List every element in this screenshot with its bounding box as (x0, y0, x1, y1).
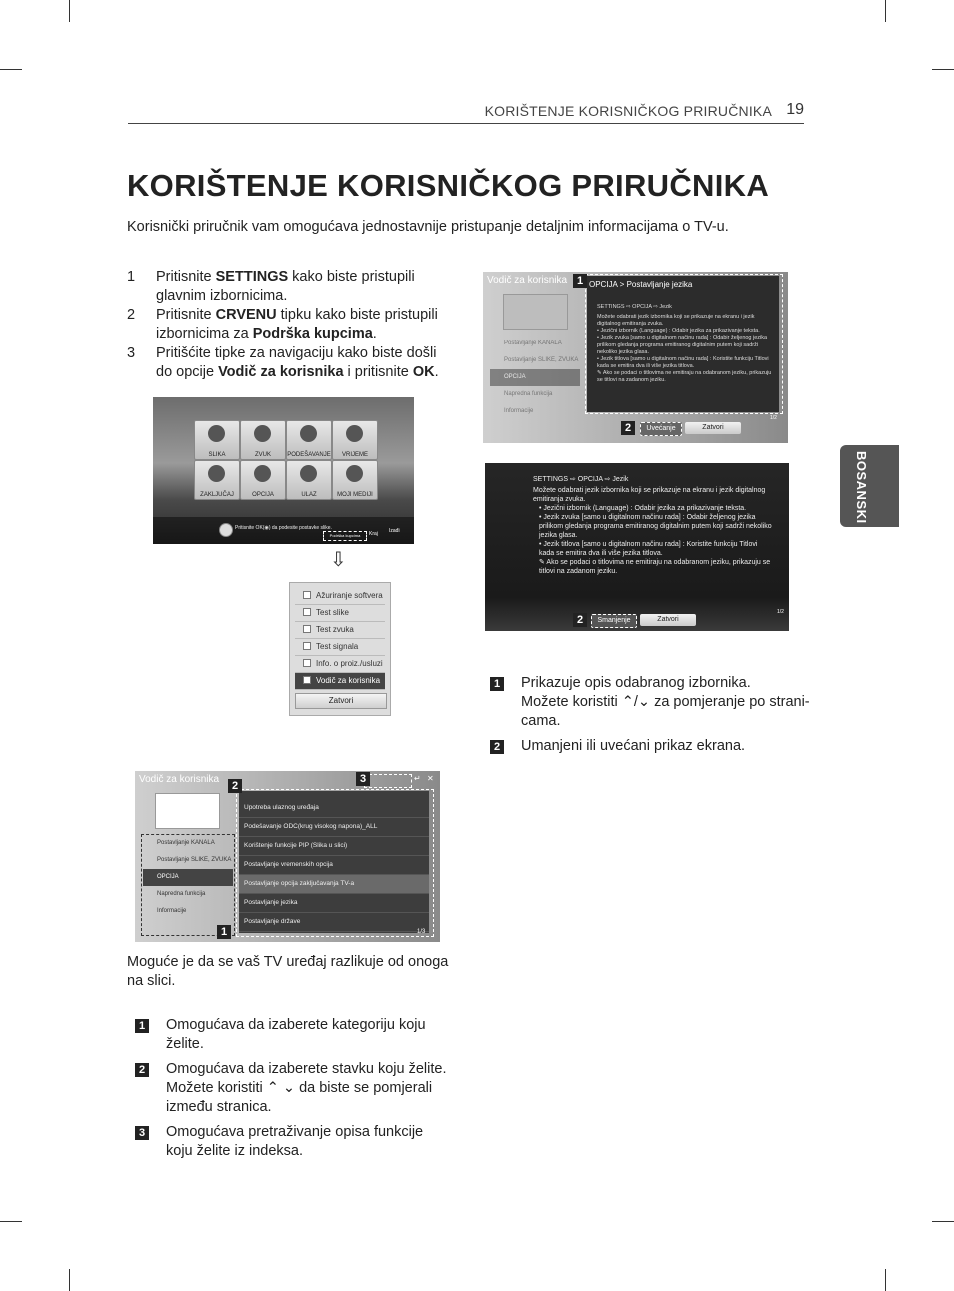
menu-tile[interactable] (286, 460, 332, 500)
page-indicator: 1/3 (417, 929, 426, 935)
thumbnail (503, 294, 568, 330)
page-indicator: 1/2 (770, 415, 777, 421)
detail-title: Vodič za korisnika (487, 275, 568, 286)
badge-3: 3 (356, 772, 370, 786)
page-title: KORIŠTENJE KORISNIČKOG PRIRUČNIKA (127, 168, 770, 203)
detail-screenshot (483, 272, 788, 443)
guide-item[interactable]: Upotreba ulaznog uređaja (239, 799, 429, 818)
menu-tile-icon (254, 425, 271, 442)
checkbox-icon (303, 625, 311, 633)
crop-mark (69, 0, 70, 22)
category-item[interactable]: Informacije (504, 408, 534, 414)
zoom-text: SETTINGS ⇨ OPCIJA ⇨ Jezik Možete odabrati jezik izbornika koji se prikazuje na ekranu i jezik digitalnog emitiranja zvuka. • Jezični izbornik (Language) : Odabir jezika za prikazivanje teksta. • Jezik zvuka [samo u digitalnom načinu rada] : Odabir željenog jezika prilikom gledanja programa emitiranog digitalnim putem koji sadrži nekoliko jezika glasa. • Jezik titlova [samo u digitalnom načinu rada] : Koristite funkciju Titlovi kada se emitira dva ili više jezika titlova. ✎ Ako se podaci o titlovima ne emitiraju na odabranom jeziku, prikazuju se titlovi na zadanom jeziku. (533, 476, 772, 575)
left-desc-3: 3 Omogućava pretraživanje opisa funkcije koju želite iz indeksa. (135, 1123, 450, 1161)
menu-tile-icon (346, 465, 363, 482)
category-item[interactable]: OPCIJA (490, 369, 580, 386)
crop-mark (885, 0, 886, 22)
zoom-in-button[interactable]: Uvećanje (640, 422, 682, 436)
category-item[interactable]: Postavljanje SLIKE, ZVUKA (504, 357, 579, 363)
right-desc-2: 2 Umanjeni ili uvećani prikaz ekrana. (490, 737, 810, 756)
menu-tile-icon (208, 465, 225, 482)
menu-tile-icon (300, 425, 317, 442)
checkbox-icon (303, 676, 311, 684)
menu-tile-icon (300, 465, 317, 482)
checkbox-icon (303, 591, 311, 599)
guide-item[interactable]: Postavljanje opcija zaključavanja TV-a (239, 875, 429, 894)
exit-button[interactable]: Kraj (369, 531, 378, 537)
close-button[interactable]: Zatvori (685, 422, 741, 434)
home-hint: Pritisnite OK(◉) da podesite postavke slike. (235, 525, 332, 531)
support-button[interactable]: Podrška kupcima (323, 531, 367, 541)
menu-tile-label: OPCIJA (252, 492, 274, 498)
crop-mark (885, 1269, 886, 1291)
category-item[interactable]: Napredna funkcija (504, 391, 553, 397)
thumbnail (155, 793, 220, 829)
menu-tile-icon (346, 425, 363, 442)
category-item[interactable]: Napredna funkcija (157, 891, 206, 897)
menu-tile-label: PODEŠAVANJE (287, 452, 331, 458)
menu-tile-label: VRIJEME (341, 452, 368, 458)
menu-tile-icon (254, 465, 271, 482)
menu-tile[interactable] (194, 420, 240, 460)
category-item[interactable]: Postavljanje KANALA (504, 340, 562, 346)
close-button[interactable]: Zatvori (640, 614, 696, 626)
back-icon[interactable]: ↵ (414, 774, 421, 783)
menu-tile[interactable] (332, 420, 378, 460)
badge-1: 1 (573, 274, 587, 288)
steps-list (127, 268, 447, 382)
guide-screenshot (135, 771, 440, 942)
category-item[interactable]: OPCIJA (143, 869, 233, 886)
zoomed-screenshot (485, 463, 789, 631)
page-number: 19 (786, 101, 804, 118)
chevron-up-down-icon: ⌃ ⌄ (266, 1080, 296, 1096)
guide-title: Vodič za korisnika (139, 774, 220, 785)
home-menu-screenshot (153, 397, 414, 544)
category-item[interactable]: Postavljanje SLIKE, ZVUKA (157, 857, 232, 863)
menu-tile-label: ZVUK (254, 452, 271, 458)
menu-tile[interactable] (332, 460, 378, 500)
back-button[interactable]: Izađi (389, 528, 400, 534)
category-item[interactable]: Postavljanje KANALA (157, 840, 215, 846)
badge-2: 2 (573, 613, 587, 627)
menu-tile[interactable] (240, 460, 286, 500)
menu-tile-icon (208, 425, 225, 442)
checkbox-icon (303, 659, 311, 667)
step-3: 3 Pritišćite tipke za navigaciju kako biste došli do opcije Vodič za korisnika i pritisnite OK. (127, 345, 439, 380)
item-area (236, 789, 434, 937)
support-menu-item[interactable]: Test signala (295, 639, 385, 656)
guide-item[interactable]: Podešavanje ODC(krug visokog napona)_ALL (239, 818, 429, 837)
crop-mark (0, 1221, 22, 1222)
guide-item[interactable]: Korištenje funkcije PIP (Slika u slici) (239, 837, 429, 856)
crop-mark (932, 1221, 954, 1222)
left-desc-2: 2 Omogućava da izaberete stavku koju želite. Možete koristiti ⌃ ⌄ da biste se pomjerali između stranica. (135, 1060, 450, 1117)
support-menu-screenshot (289, 582, 391, 716)
crop-mark (932, 69, 954, 70)
crop-mark (0, 69, 22, 70)
badge-2: 2 (228, 779, 242, 793)
guide-item[interactable]: Postavljanje države (239, 913, 429, 932)
detail-area (585, 274, 783, 414)
zoom-out-button[interactable]: Smanjenje (591, 614, 637, 628)
running-title: KORIŠTENJE KORISNIČKOG PRIRUČNIKA (484, 103, 772, 119)
menu-tile[interactable] (286, 420, 332, 460)
right-desc-1: 1 Prikazuje opis odabranog izbornika. Možete koristiti ⌃/⌄ za pomjeranje po strani-cama. (490, 674, 810, 731)
page-indicator: 1/2 (777, 609, 784, 615)
note-text: Moguće je da se vaš TV uređaj razlikuje od onoga na slici. (127, 954, 449, 989)
step-1: 1 Pritisnite SETTINGS kako biste pristupili glavnim izbornicima. (127, 269, 415, 304)
close-button[interactable]: Zatvori (295, 693, 387, 709)
support-menu-item[interactable]: Vodič za korisnika (295, 673, 385, 690)
menu-tile[interactable] (240, 420, 286, 460)
support-menu-item[interactable]: Test slike (295, 605, 385, 622)
support-menu-item[interactable]: Test zvuka (295, 622, 385, 639)
support-menu-item[interactable]: Info. o proiz./usluzi (295, 656, 385, 673)
category-item[interactable]: Informacije (157, 908, 187, 914)
guide-item[interactable]: Postavljanje jezika (239, 894, 429, 913)
step-2: 2 Pritisnite CRVENU tipku kako biste pristupili izbornicima za Podrška kupcima. (127, 307, 438, 342)
arrow-down-icon: ⇩ (330, 549, 347, 571)
intro-text: Korisnički priručnik vam omogućava jednostavnije pristupanje detaljnim informacijama o TV-u. (127, 219, 729, 235)
ok-button-icon (219, 523, 233, 537)
index-area (364, 774, 412, 788)
menu-tile-label: SLIKA (208, 452, 226, 458)
support-menu-item[interactable]: Ažuriranje softvera (295, 588, 385, 605)
close-icon[interactable]: ✕ (427, 774, 434, 783)
checkbox-icon (303, 642, 311, 650)
chevron-up-down-icon: ⌃/⌄ (621, 694, 651, 710)
guide-item[interactable]: Postavljanje vremenskih opcija (239, 856, 429, 875)
menu-tile-label: ULAZ (301, 492, 317, 498)
menu-tile[interactable] (194, 460, 240, 500)
language-tab: BOSANSKI (840, 445, 899, 527)
left-desc-1: 1 Omogućava da izaberete kategoriju koju želite. (135, 1016, 450, 1054)
badge-2: 2 (621, 421, 635, 435)
breadcrumb: OPCIJA > Postavljanje jezika (589, 280, 693, 289)
menu-tile-label: ZAKLJUČAJ (200, 492, 234, 498)
badge-1: 1 (217, 925, 231, 939)
detail-text: SETTINGS ⇨ OPCIJA ⇨ Jezik Možete odabrati jezik izbornika koji se prikazuje na ekranu i jezik digitalnog emitiranja zvuka. • Jezični izbornik (Language) : Odabir jezika za prikazivanje teksta. • Jezik zvuka [samo u digitalnom načinu rada] : Odabir željenog jezika prilikom gledanja programa emitiranog digitalnim putem koji sadrži nekoliko jezika glasa. • Jezik titlova [samo u digitalnom načinu rada] : Koristite funkciju Titlovi kada se emitira dva ili više jezika titlova. ✎ Ako se podaci o titlovima ne emitiraju na odabranom jeziku, prikazuju se titlovi na zadanom jeziku. (597, 304, 772, 383)
running-header (128, 101, 804, 124)
checkbox-icon (303, 608, 311, 616)
crop-mark (69, 1269, 70, 1291)
menu-tile-label: MOJI MEDIJI (337, 492, 373, 498)
